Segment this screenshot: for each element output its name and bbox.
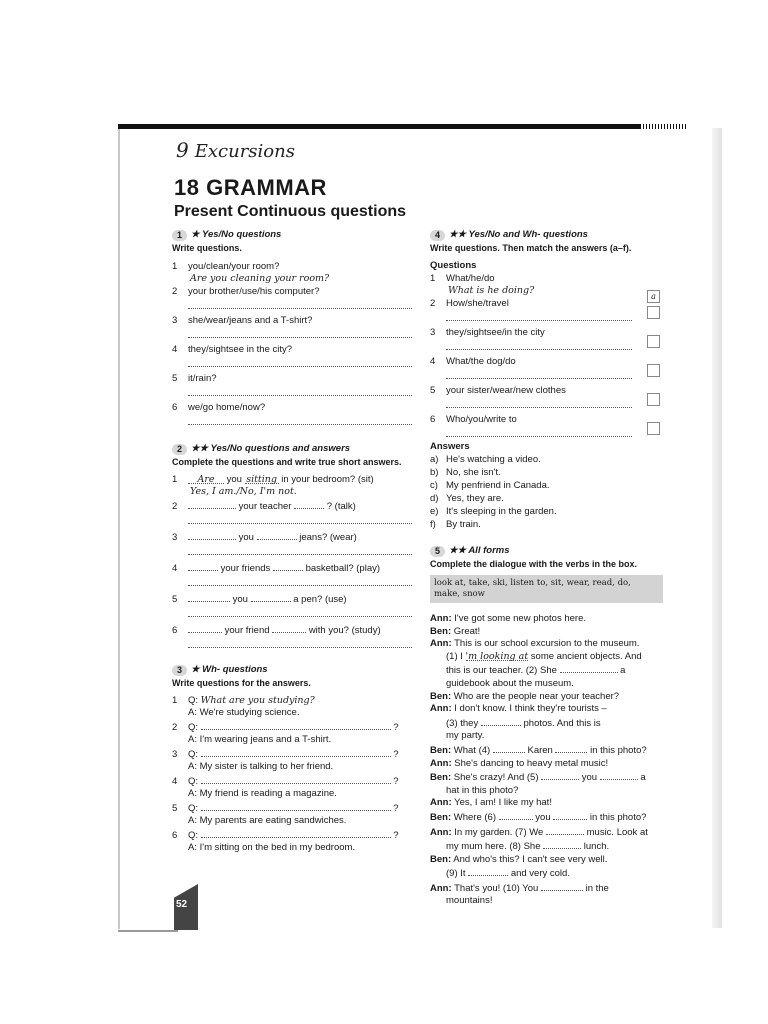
- match-box[interactable]: [647, 364, 660, 377]
- exercise-title: ★★ Yes/No questions and answers: [191, 443, 351, 454]
- answer-line[interactable]: [188, 298, 412, 309]
- exercise-number-badge: 3: [172, 665, 187, 676]
- exercise-item: 2 Q: ? A: I'm wearing jeans and a T-shirt.: [172, 722, 399, 745]
- dialogue-line: hat in this photo?: [446, 784, 519, 796]
- dialogue-line: Ann: That's you! (10) You in the: [430, 882, 609, 894]
- dialogue-line: Ben: She's crazy! And (5) you a: [430, 772, 646, 784]
- exercise-item: 4 your friends basketball? (play): [172, 561, 412, 586]
- dialogue-line: Ann: She's dancing to heavy metal music!: [430, 757, 609, 769]
- exercise-item: 6 Who/you/write to: [430, 414, 670, 437]
- exercise-number-badge: 5: [430, 546, 445, 557]
- list-item: a) He's watching a video.: [430, 454, 541, 465]
- answer-line[interactable]: [446, 368, 632, 379]
- exercise-item: 3 Q: ? A: My sister is talking to her friend.: [172, 749, 399, 772]
- exercise-item: 6 your friend with you? (study): [172, 623, 412, 648]
- list-item: b) No, she isn't.: [430, 467, 501, 478]
- dialogue-line: Ann: In my garden. (7) We music. Look at: [430, 826, 648, 838]
- exercise-item: 1 Are you sitting in your bedroom? (sit) Yes, I am./No, I'm not.: [172, 474, 412, 498]
- exercise-1: [172, 229, 412, 425]
- exercise-item: 6 Q: ? A: I'm sitting on the bed in my bedroom.: [172, 830, 399, 853]
- dialogue-line: (1) I 'm looking at some ancient objects. And: [446, 650, 642, 662]
- exercise-item: 1 What/he/do What is he doing? a: [430, 273, 670, 297]
- exercise-number-badge: 1: [172, 230, 187, 241]
- exercise-item: 5 your sister/wear/new clothes: [430, 385, 670, 408]
- answer-line[interactable]: [188, 327, 412, 338]
- list-item: e) It's sleeping in the garden.: [430, 506, 557, 517]
- list-item: c) My penfriend in Canada.: [430, 480, 550, 491]
- dialogue-line: Ann: This is our school excursion to the museum.: [430, 638, 640, 650]
- unit-title: 9 Excursions: [176, 138, 295, 162]
- handwritten-answer: What are you studying?: [200, 695, 315, 706]
- handwritten-answer: What is he doing?: [448, 285, 535, 296]
- answer-line[interactable]: [188, 356, 412, 367]
- exercise-item: 3 you jeans? (wear): [172, 530, 412, 555]
- dialogue-line: mountains!: [446, 895, 493, 907]
- exercise-instruction: Write questions.: [172, 243, 242, 253]
- exercise-instruction: Write questions. Then match the answers (a–f).: [430, 243, 632, 253]
- exercise-item: 5 you a pen? (use): [172, 592, 412, 617]
- lesson-subtitle: Present Continuous questions: [174, 203, 407, 220]
- dialogue-line: (3) they photos. And this is: [446, 717, 601, 729]
- page-number: 52: [176, 899, 188, 910]
- exercise-4: [430, 229, 670, 531]
- dialogue-line: my mum here. (8) She lunch.: [446, 841, 610, 853]
- exercise-item: 1 you/clean/your room? Are you cleaning your room?: [172, 261, 412, 285]
- exercise-instruction: Complete the questions and write true short answers.: [172, 457, 402, 467]
- exercise-number-badge: 4: [430, 230, 445, 241]
- dialogue-line: guidebook about the museum.: [446, 677, 574, 689]
- answer-line[interactable]: [188, 575, 412, 586]
- handwritten-answer: 'm looking at: [465, 650, 529, 662]
- questions-heading: Questions: [430, 260, 477, 271]
- answer-line[interactable]: [188, 385, 412, 396]
- exercise-number-badge: 2: [172, 444, 187, 455]
- answer-line[interactable]: [188, 414, 412, 425]
- answer-line[interactable]: [446, 397, 632, 408]
- exercise-2: [172, 443, 412, 648]
- exercise-instruction: Write questions for the answers.: [172, 678, 311, 688]
- exercise-title: ★ Yes/No questions: [191, 229, 282, 240]
- exercise-title: ★★ Yes/No and Wh- questions: [449, 229, 588, 240]
- match-box[interactable]: [647, 422, 660, 435]
- page-left-edge: [118, 129, 120, 929]
- handwritten-answer: sitting: [246, 474, 277, 485]
- exercise-item: 6 we/go home/now?: [172, 402, 412, 425]
- page-top-rule-fade: [640, 124, 686, 129]
- dialogue-line: Ben: Who are the people near your teacher?: [430, 690, 620, 702]
- exercise-item: 5 Q: ? A: My parents are eating sandwiches.: [172, 803, 399, 826]
- exercise-item: 2 How/she/travel: [430, 298, 670, 321]
- exercise-item: 3 she/wear/jeans and a T-shirt?: [172, 315, 412, 338]
- match-box[interactable]: [647, 393, 660, 406]
- word-box: look at, take, ski, listen to, sit, wear, read, do, make, snow: [430, 575, 663, 603]
- page-bottom-edge: [118, 930, 178, 932]
- answers-list: [430, 454, 670, 531]
- dialogue-line: Ann: Yes, I am! I like my hat!: [430, 797, 552, 809]
- answer-line[interactable]: [446, 310, 632, 321]
- answer-line[interactable]: [446, 426, 632, 437]
- exercise-5: [430, 545, 670, 908]
- dialogue-line: Ben: Where (6) you in this photo?: [430, 811, 647, 823]
- exercise-title: ★★ All forms: [449, 545, 510, 556]
- dialogue-line: Ann: I've got some new photos here.: [430, 613, 587, 624]
- left-column: [172, 229, 412, 854]
- list-item: d) Yes, they are.: [430, 493, 504, 504]
- answers-heading: Answers: [430, 441, 470, 452]
- exercise-item: 1 Q: What are you studying? A: We're studying science.: [172, 695, 315, 718]
- exercise-item: 2 your teacher ? (talk): [172, 499, 412, 524]
- lesson-title: 18 GRAMMAR: [174, 175, 327, 200]
- exercise-item: 3 they/sightsee/in the city: [430, 327, 670, 350]
- match-box[interactable]: [647, 306, 660, 319]
- exercise-item: 5 it/rain?: [172, 373, 412, 396]
- dialogue-line: Ben: Great!: [430, 625, 481, 637]
- dialogue-line: (9) It and very cold.: [446, 868, 570, 880]
- dialogue-line: Ann: I don't know. I think they're tourists –: [430, 703, 607, 715]
- answer-line[interactable]: [446, 339, 632, 350]
- handwritten-answer: Yes, I am./No, I'm not.: [190, 486, 297, 497]
- answer-line[interactable]: [188, 606, 412, 617]
- exercise-title: ★ Wh- questions: [191, 664, 268, 675]
- answer-line[interactable]: [188, 513, 412, 524]
- exercise-item: 4 Q: ? A: My friend is reading a magazine.: [172, 776, 399, 799]
- match-box[interactable]: a: [647, 290, 660, 303]
- dialogue-line: Ben: And who's this? I can't see very well.: [430, 853, 608, 865]
- handwritten-answer: Are you cleaning your room?: [190, 273, 330, 284]
- dialogue-line: my party.: [446, 730, 485, 742]
- dialogue: [430, 613, 670, 908]
- dialogue-line: this is our teacher. (2) She a: [446, 665, 626, 677]
- right-column: [430, 229, 670, 908]
- exercise-item: 4 they/sightsee in the city?: [172, 344, 412, 367]
- answer-line[interactable]: [188, 637, 412, 648]
- answer-line[interactable]: [188, 544, 412, 555]
- list-item: f) By train.: [430, 519, 481, 530]
- exercise-item: 2 your brother/use/his computer?: [172, 286, 412, 309]
- page-right-edge: [712, 128, 722, 928]
- match-box[interactable]: [647, 335, 660, 348]
- exercise-item: 4 What/the dog/do: [430, 356, 670, 379]
- page-top-rule: [118, 124, 686, 129]
- handwritten-answer: Are: [188, 474, 224, 484]
- exercise-3: [172, 664, 412, 854]
- exercise-instruction: Complete the dialogue with the verbs in the box.: [430, 559, 638, 569]
- dialogue-line: Ben: What (4) Karen in this photo?: [430, 744, 647, 756]
